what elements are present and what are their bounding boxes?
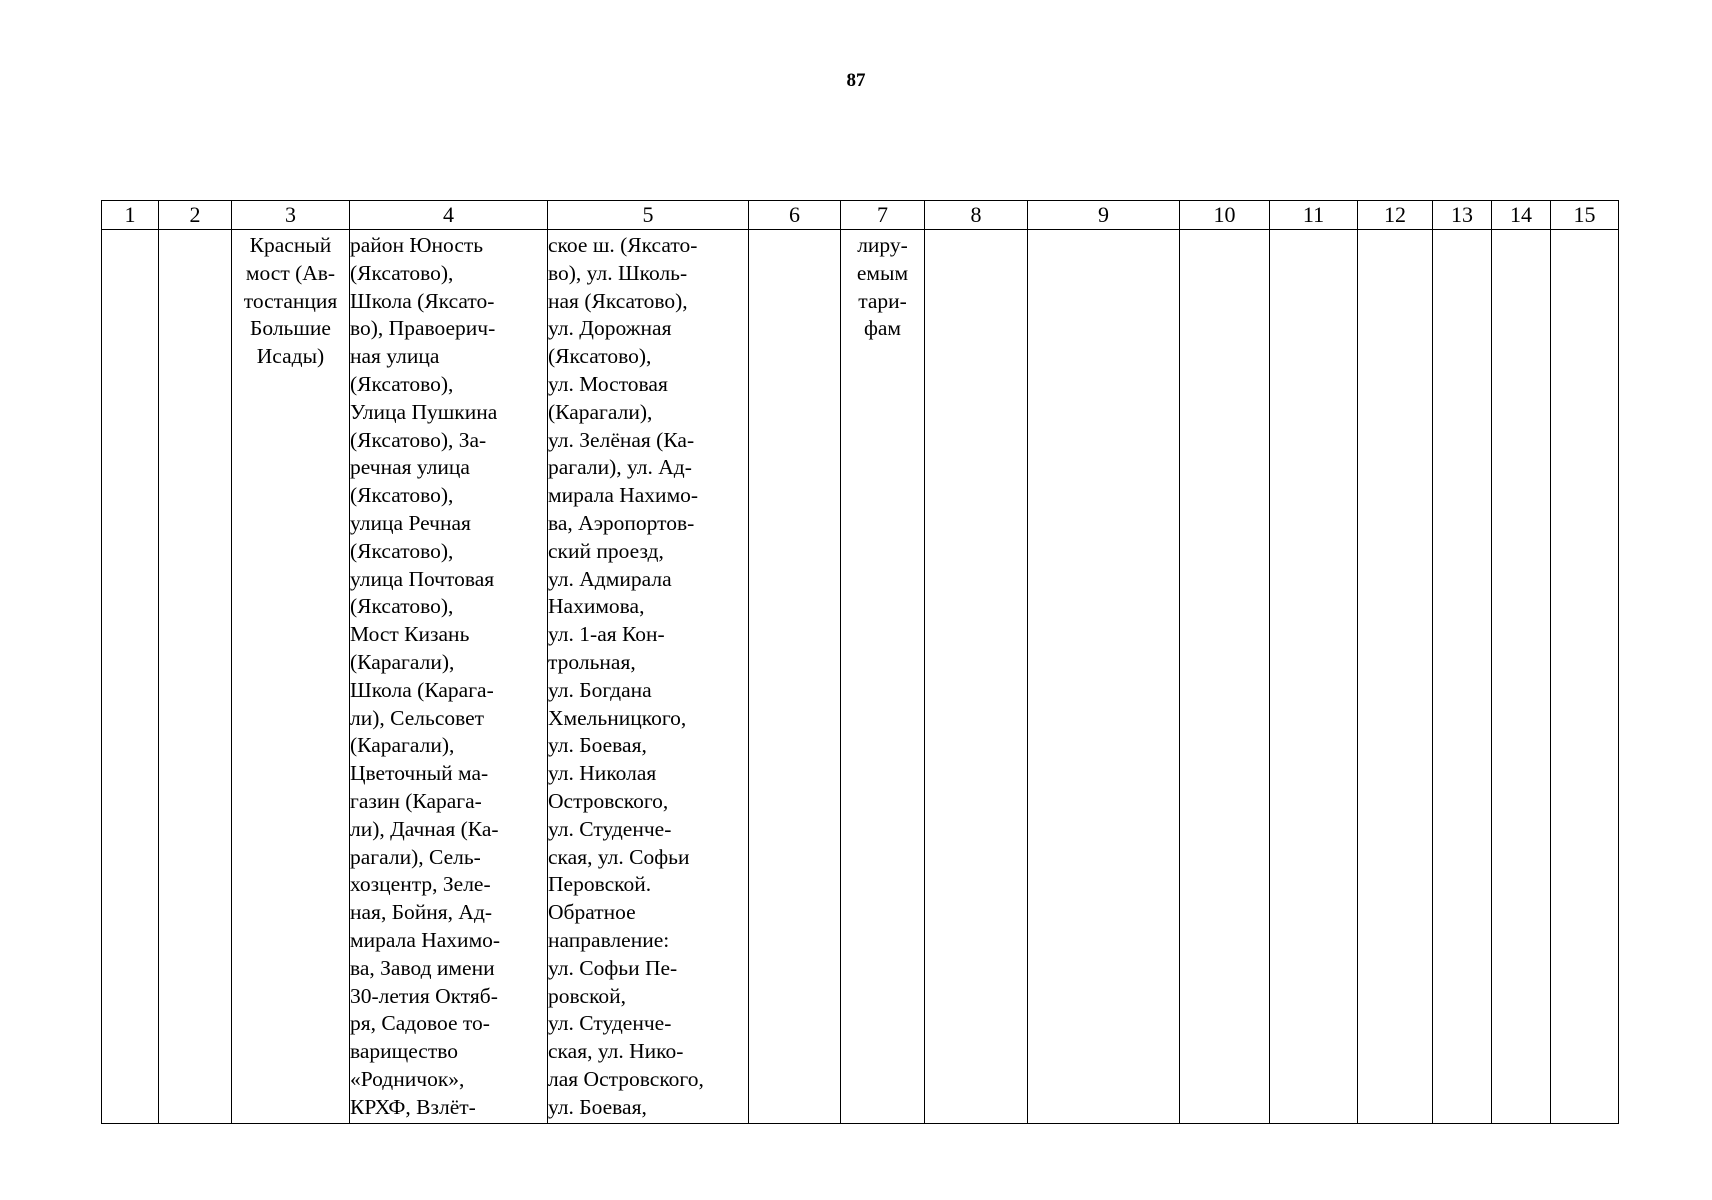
column-header-12: 12 xyxy=(1358,201,1433,230)
cell-col-2 xyxy=(159,230,232,1124)
column-header-1: 1 xyxy=(102,201,159,230)
cell-col-10 xyxy=(1180,230,1270,1124)
cell-col-14 xyxy=(1492,230,1551,1124)
cell-col-13 xyxy=(1433,230,1492,1124)
cell-route-streets: ское ш. (Яксато- во), ул. Школь- ная (Яксатово), ул. Дорожная (Яксатово), ул. Мостовая (Карагали), ул. Зелёная (Ка- рагали), ул. Ад- мирала Нахимо- ва, Аэропортов- ский проезд, ул. Адмирала Нахимова, ул. 1-ая Кон- трольная, ул. Богдана Хмельницкого, ул. Боевая, ул. Николая Островского, ул. Студенче- ская, ул. Софьи Перовской. Обратное направление: ул. Софьи Пе- ровской, ул. Студенче- ская, ул. Нико- лая Островского, ул. Боевая, xyxy=(548,230,749,1124)
route-table xyxy=(101,200,1619,1124)
table-row xyxy=(102,230,1619,1124)
column-header-5: 5 xyxy=(548,201,749,230)
cell-tariff-type: лиру- емым тари- фам xyxy=(841,230,925,1124)
cell-col-8 xyxy=(925,230,1028,1124)
column-header-8: 8 xyxy=(925,201,1028,230)
cell-col-11 xyxy=(1270,230,1358,1124)
cell-col-6 xyxy=(749,230,841,1124)
column-header-15: 15 xyxy=(1551,201,1619,230)
column-header-7: 7 xyxy=(841,201,925,230)
header-row xyxy=(102,201,1619,230)
column-header-14: 14 xyxy=(1492,201,1551,230)
cell-route-endpoint: Красный мост (Ав- тостанция Большие Исады) xyxy=(232,230,350,1124)
column-header-4: 4 xyxy=(350,201,548,230)
cell-col-15 xyxy=(1551,230,1619,1124)
column-header-10: 10 xyxy=(1180,201,1270,230)
column-header-11: 11 xyxy=(1270,201,1358,230)
cell-intermediate-stops: район Юность (Яксатово), Школа (Яксато- во), Правоерич- ная улица (Яксатово), Улица Пушкина (Яксатово), За- речная улица (Яксатово), улица Речная (Яксатово), улица Почтовая (Яксатово), Мост Кизань (Карагали), Школа (Карага- ли), Сельсовет (Карагали), Цветочный ма- газин (Карага- ли), Дачная (Ка- рагали), Сель- хозцентр, Зеле- ная, Бойня, Ад- мирала Нахимо- ва, Завод имени 30-летия Октяб- ря, Садовое то- варищество «Родничок», КРХФ, Взлёт- xyxy=(350,230,548,1124)
cell-col-9 xyxy=(1028,230,1180,1124)
cell-col-12 xyxy=(1358,230,1433,1124)
cell-col-1 xyxy=(102,230,159,1124)
column-header-3: 3 xyxy=(232,201,350,230)
column-header-2: 2 xyxy=(159,201,232,230)
page-number: 87 xyxy=(846,70,866,91)
column-header-9: 9 xyxy=(1028,201,1180,230)
column-header-6: 6 xyxy=(749,201,841,230)
column-header-13: 13 xyxy=(1433,201,1492,230)
